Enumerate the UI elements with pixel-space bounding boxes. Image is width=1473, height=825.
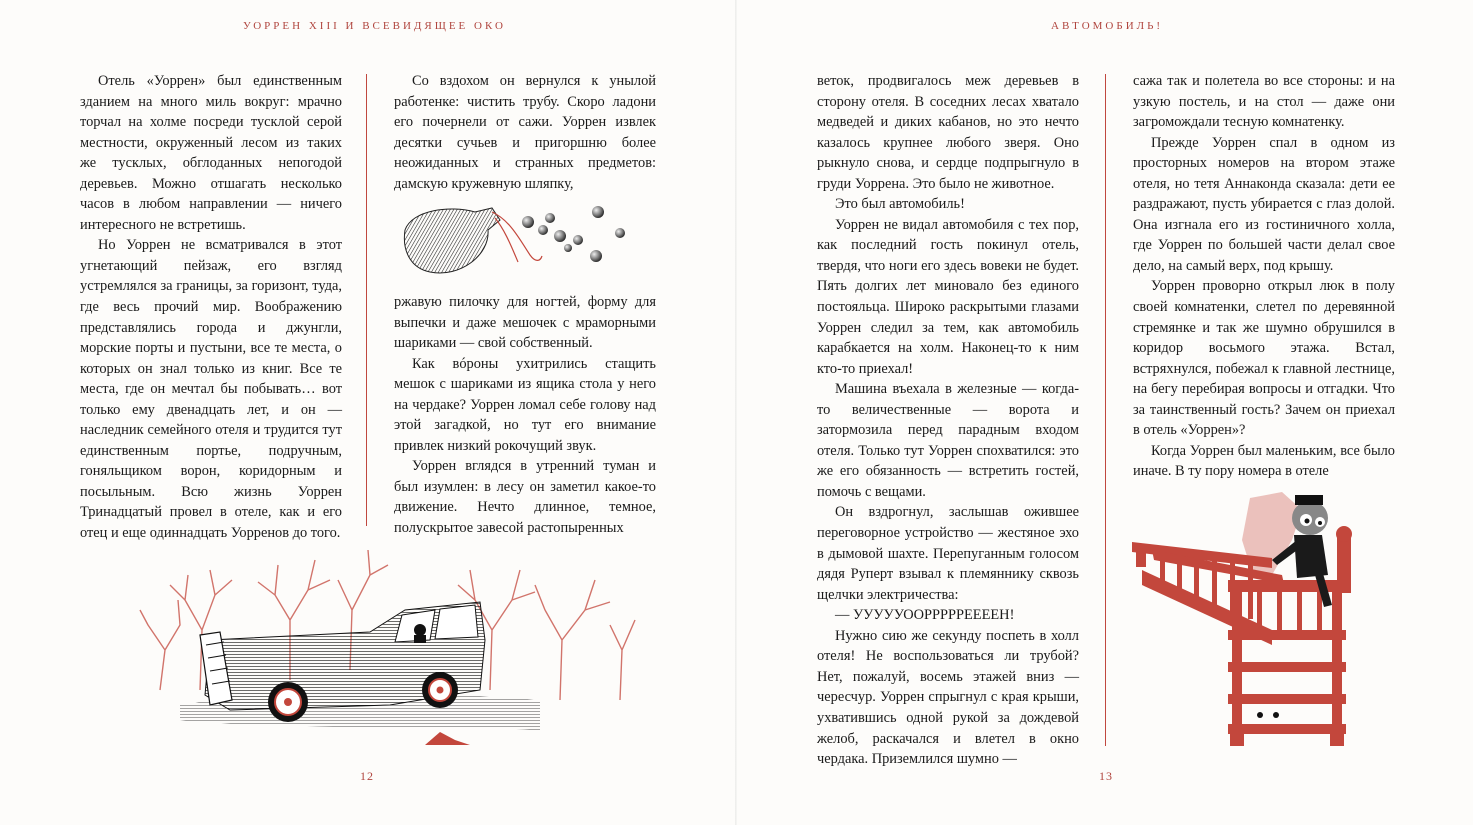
- running-head-left: УОРРЕН XIII И ВСЕВИДЯЩЕЕ ОКО: [243, 20, 506, 32]
- paragraph: Уоррен проворно открыл люк в полу своей комнатенки, слетел по деревянной стремянке и так же шумно обрушился в коридор восьмого этажа. Встал, встряхнулся, побежал к главной лестнице, на бегу перебирая вопросы и отгадки. Что за таинственный гость? Зачем он приехал в отель «Уоррен»?: [1133, 278, 1395, 439]
- running-head-right: АВТОМОБИЛЬ!: [1051, 20, 1164, 32]
- paragraph: Уоррен не видал автомобиля с тех пор, как последний гость покинул отель, твердя, что ноги его здесь вовеки не будет. Пять долгих лет миновало без единого постояльца. Широко раскрытыми глазами Уоррен следил за тем, как автомобиль карабкается на холм. Наконец-то к ним кто-то приехал!: [817, 216, 1079, 377]
- paragraph: сажа так и полетела во все стороны: и на узкую постель, и на стол — даже они загромождали тесную комнатенку.: [1133, 73, 1395, 131]
- paragraph: Машина въехала в железные — когда-то величественные — ворота и затормозила перед парадным входом отеля. Только тут Уоррен спохватился: это же его обязанность — встретить гостей, помочь с вещами.: [817, 381, 1079, 500]
- paragraph: Он вздрогнул, заслышав ожившее переговорное устройство — жестяное эхо в дымовой шахте. Перепуганным голосом дядя Руперт взывал к племяннику сквозь щелчки электричества:: [817, 504, 1079, 603]
- paragraph: Но Уоррен не всматривался в этот угнетающий пейзаж, его взгляд устремлялся за границы, за горизонт, туда, где весь прочий мир. Воображению представлялись города и джунгли, морские порты и пустыни, все те места, о которых он знал только из книг. Все те места, где он мечтал бы побывать… вот только ему двенадцать лет, и он — наследник семейного отеля и трудится тут единственным портье, подручным, гоняльщиком ворон, коридорным и посыльным. Всю жизнь Уоррен Тринадцатый провел в отеле, как и его отец и еще одиннадцать Уорренов до того.: [80, 237, 342, 542]
- paragraph: веток, продвигалось меж деревьев в сторону отеля. В соседних лесах хватало медведей и диких кабанов, но это нечто казалось крупнее любого зверя. Оно рыкнуло снова, и сердце подпрыгнуло в груди Уоррена. Это было не животное.: [817, 73, 1079, 192]
- paragraph: Как вóроны ухитрились стащить мешок с шариками из ящика стола у него на чердаке? Уоррен ломал себе голову над этой загадкой, но тут его внимание привлек низкий рокочущий звук.: [394, 355, 656, 454]
- staircase-illustration: [1132, 480, 1402, 750]
- paragraph: Отель «Уоррен» был единственным зданием на много миль вокруг: мрачно торчал на холме посреди тусклой серой местности, окруженный лесом из таких же тусклых, обглоданных непогодой деревьев. Можно отшагать несколько часов в любом направлении — ничего интересного не встретишь.: [80, 73, 342, 233]
- left-page: [0, 0, 736, 825]
- column-2-top: [394, 71, 656, 194]
- paragraph: Со вздохом он вернулся к унылой работенке: чистить трубу. Скоро ладони его почернели от сажи. Уоррен извлек десятки сучьев и пригоршню более неожиданных и странных предметов: дамскую кружевную шляпку,: [394, 73, 656, 192]
- page-number-left: 12: [360, 769, 374, 783]
- paragraph: Уоррен вглядся в утренний туман и был изумлен: в лесу он заметил какое-то движение. Нечто длинное, темное, полускрытое завесой растопыренных: [394, 458, 656, 537]
- paragraph: ржавую пилочку для ногтей, форму для выпечки и даже мешочек с мраморными шариками — свой собственный.: [394, 294, 656, 352]
- paragraph: Прежде Уоррен спал в одном из просторных номеров на втором этаже отеля, но тетя Аннаконда сказала: дети ее раздражают, пусть убирается с глаз долой. Она изгнала его из гостиничного холла, где Уоррен по большей части делал свое дело, на самый верх, под крышу.: [1133, 134, 1395, 274]
- car-in-forest-illustration: [140, 540, 640, 755]
- right-page: [737, 0, 1473, 825]
- marble-bag-illustration: [400, 200, 640, 280]
- column-2-bottom: [394, 292, 656, 539]
- column-3: [817, 71, 1079, 770]
- paragraph: — УУУУУООРРРРРЕЕЕЕН!: [835, 607, 1015, 624]
- paragraph: Это был автомобиль!: [835, 196, 965, 213]
- column-rule: [366, 74, 367, 526]
- column-4: [1133, 71, 1395, 482]
- column-1: [80, 71, 342, 544]
- page-number-right: 13: [1099, 769, 1113, 783]
- paragraph: Когда Уоррен был маленьким, все было иначе. В ту пору номера в отеле: [1133, 442, 1395, 480]
- column-rule: [1105, 74, 1106, 746]
- paragraph: Нужно сию же секунду поспеть в холл отеля! Не воспользоваться ли трубой? Нет, пожалуй, восемь этажей вниз — чересчур. Уоррен спрыгнул с края крыши, ухватившись одной рукой за дождевой желоб, раскачался и влетел в окно чердака. Приземлился шумно —: [817, 627, 1079, 768]
